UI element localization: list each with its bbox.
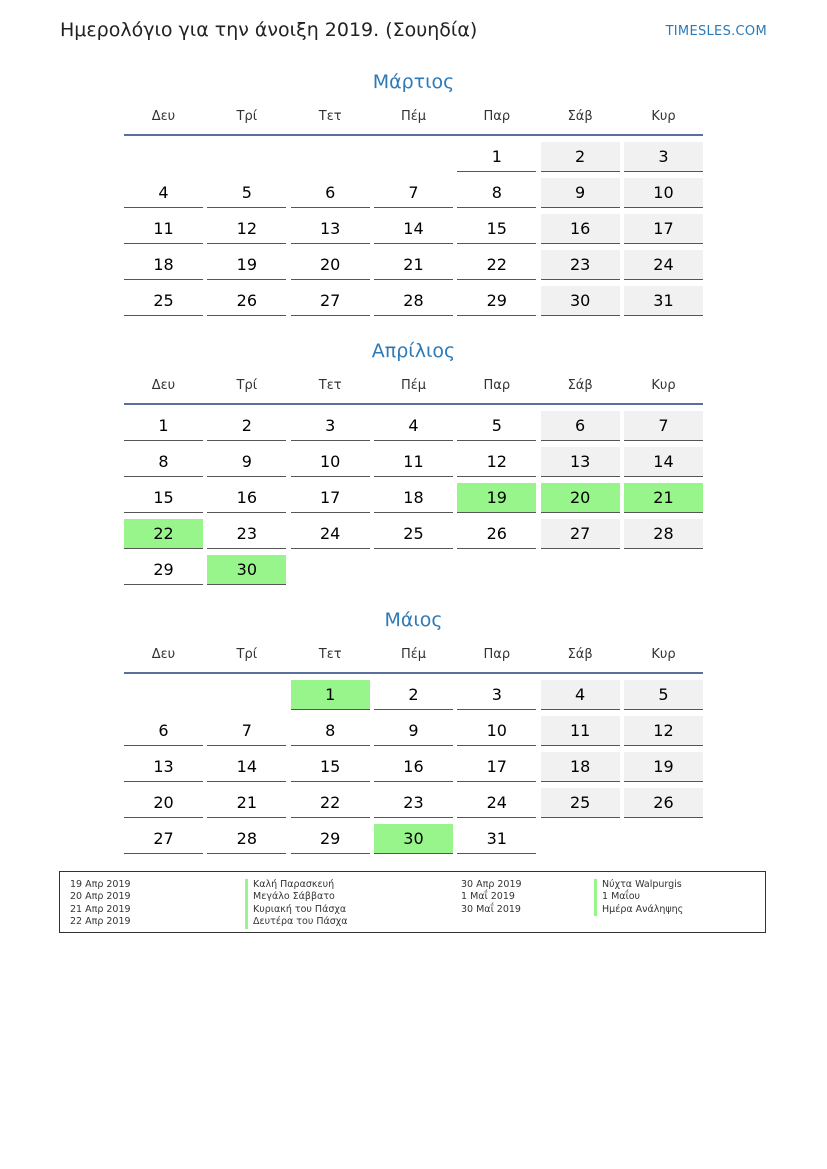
brand-link[interactable]: TIMESLES.COM <box>665 24 767 39</box>
divider <box>124 403 703 405</box>
day-cell: 17 <box>291 483 370 513</box>
day-cell: 17 <box>624 214 703 244</box>
legend-holiday-name: Μεγάλο Σάββατο <box>245 891 348 903</box>
day-cell: 19 <box>207 250 286 280</box>
empty-day-cell <box>291 555 370 585</box>
day-cell: 5 <box>624 680 703 710</box>
day-cell: 29 <box>124 555 203 585</box>
week-row <box>124 142 703 172</box>
weekday-label: Παρ <box>483 109 511 124</box>
day-cell: 31 <box>457 824 536 854</box>
weekday-label: Τετ <box>318 647 342 662</box>
month-april <box>124 337 703 585</box>
day-cell: 1 <box>457 142 536 172</box>
legend-date: 21 Απρ 2019 <box>70 903 131 915</box>
legend-date: 19 Απρ 2019 <box>70 879 131 890</box>
empty-day-cell <box>374 555 453 585</box>
weekday-label: Πέμ <box>400 109 427 124</box>
week-row <box>124 788 703 818</box>
day-cell: 4 <box>124 178 203 208</box>
day-cell: 13 <box>124 752 203 782</box>
divider <box>124 672 703 674</box>
day-cell: 11 <box>124 214 203 244</box>
day-cell: 2 <box>541 142 620 172</box>
day-cell: 7 <box>624 411 703 441</box>
legend-date: 30 Απρ 2019 <box>461 879 522 890</box>
weekday-label: Δευ <box>151 647 176 662</box>
divider <box>124 134 703 136</box>
week-row <box>124 214 703 244</box>
day-cell: 3 <box>291 411 370 441</box>
weekday-label: Πέμ <box>400 378 427 393</box>
day-cell: 6 <box>541 411 620 441</box>
day-cell: 15 <box>457 214 536 244</box>
legend-names-right <box>594 879 683 916</box>
weekday-label: Δευ <box>151 109 176 124</box>
legend-holiday-name: Καλή Παρασκευή <box>245 879 348 891</box>
day-cell: 6 <box>124 716 203 746</box>
empty-day-cell <box>624 824 703 854</box>
weekday-label: Σάβ <box>567 378 593 393</box>
day-cell: 11 <box>541 716 620 746</box>
week-row <box>124 286 703 316</box>
day-cell: 22 <box>291 788 370 818</box>
day-cell: 16 <box>374 752 453 782</box>
day-cell: 10 <box>457 716 536 746</box>
day-cell: 21 <box>374 250 453 280</box>
day-cell: 1 <box>291 680 370 710</box>
day-cell: 3 <box>624 142 703 172</box>
day-cell: 10 <box>291 447 370 477</box>
day-cell: 22 <box>124 519 203 549</box>
legend-holiday-name: Νύχτα Walpurgis <box>594 879 683 891</box>
empty-day-cell <box>457 555 536 585</box>
day-cell: 15 <box>124 483 203 513</box>
day-cell: 22 <box>457 250 536 280</box>
day-cell: 27 <box>541 519 620 549</box>
day-cell: 5 <box>207 178 286 208</box>
legend-holiday-name: Κυριακή του Πάσχα <box>245 904 348 916</box>
day-cell: 25 <box>541 788 620 818</box>
weekday-label: Κυρ <box>651 109 676 124</box>
week-row <box>124 250 703 280</box>
weekday-label: Πέμ <box>400 647 427 662</box>
month-grid <box>124 680 703 854</box>
day-cell: 30 <box>374 824 453 854</box>
day-cell: 14 <box>374 214 453 244</box>
day-cell: 23 <box>374 788 453 818</box>
weekday-header <box>124 642 703 672</box>
day-cell: 10 <box>624 178 703 208</box>
day-cell: 30 <box>207 555 286 585</box>
month-grid <box>124 411 703 585</box>
day-cell: 4 <box>541 680 620 710</box>
day-cell: 25 <box>124 286 203 316</box>
empty-day-cell <box>124 680 203 710</box>
day-cell: 23 <box>207 519 286 549</box>
holiday-legend <box>59 871 766 933</box>
day-cell: 29 <box>457 286 536 316</box>
empty-day-cell <box>207 142 286 172</box>
day-cell: 14 <box>624 447 703 477</box>
week-row <box>124 716 703 746</box>
weekday-label: Τρί <box>236 109 258 124</box>
weekday-label: Σάβ <box>567 109 593 124</box>
day-cell: 28 <box>207 824 286 854</box>
legend-names-left <box>245 879 348 929</box>
day-cell: 19 <box>457 483 536 513</box>
page-title: Ημερολόγιο για την άνοιξη 2019. (Σουηδία) <box>60 19 478 41</box>
weekday-header <box>124 104 703 134</box>
day-cell: 21 <box>624 483 703 513</box>
empty-day-cell <box>624 555 703 585</box>
day-cell: 30 <box>541 286 620 316</box>
month-title: Μάρτιος <box>372 71 455 93</box>
day-cell: 18 <box>374 483 453 513</box>
weekday-label: Κυρ <box>651 378 676 393</box>
weekday-label: Δευ <box>151 378 176 393</box>
day-cell: 16 <box>207 483 286 513</box>
day-cell: 4 <box>374 411 453 441</box>
day-cell: 17 <box>457 752 536 782</box>
day-cell: 24 <box>291 519 370 549</box>
day-cell: 27 <box>124 824 203 854</box>
week-row <box>124 555 703 585</box>
weekday-label: Σάβ <box>567 647 593 662</box>
legend-date: 22 Απρ 2019 <box>70 916 131 928</box>
day-cell: 2 <box>207 411 286 441</box>
weekday-header <box>124 373 703 403</box>
empty-day-cell <box>541 555 620 585</box>
day-cell: 8 <box>291 716 370 746</box>
day-cell: 19 <box>624 752 703 782</box>
weekday-label: Τετ <box>318 109 342 124</box>
empty-day-cell <box>124 142 203 172</box>
day-cell: 5 <box>457 411 536 441</box>
legend-dates-right <box>461 879 522 916</box>
week-row <box>124 519 703 549</box>
legend-holiday-name: 1 Μαΐου <box>594 891 683 903</box>
day-cell: 18 <box>541 752 620 782</box>
month-title: Μάιος <box>384 609 443 631</box>
day-cell: 24 <box>624 250 703 280</box>
legend-date: 20 Απρ 2019 <box>70 891 131 903</box>
weekday-label: Παρ <box>483 647 511 662</box>
legend-holiday-name: Ημέρα Ανάληψης <box>594 904 683 916</box>
day-cell: 27 <box>291 286 370 316</box>
day-cell: 9 <box>207 447 286 477</box>
month-march <box>124 68 703 316</box>
day-cell: 9 <box>541 178 620 208</box>
day-cell: 7 <box>207 716 286 746</box>
month-title: Απρίλιος <box>371 340 456 362</box>
day-cell: 23 <box>541 250 620 280</box>
week-row <box>124 483 703 513</box>
week-row <box>124 178 703 208</box>
legend-date: 1 Μαΐ 2019 <box>461 891 515 903</box>
day-cell: 26 <box>457 519 536 549</box>
empty-day-cell <box>541 824 620 854</box>
month-may <box>124 606 703 854</box>
day-cell: 7 <box>374 178 453 208</box>
week-row <box>124 447 703 477</box>
day-cell: 8 <box>124 447 203 477</box>
day-cell: 28 <box>624 519 703 549</box>
day-cell: 31 <box>624 286 703 316</box>
week-row <box>124 752 703 782</box>
day-cell: 14 <box>207 752 286 782</box>
weekday-label: Τρί <box>236 378 258 393</box>
day-cell: 28 <box>374 286 453 316</box>
weekday-label: Τετ <box>318 378 342 393</box>
week-row <box>124 824 703 854</box>
day-cell: 1 <box>124 411 203 441</box>
legend-date: 30 Μαΐ 2019 <box>461 903 521 915</box>
day-cell: 12 <box>457 447 536 477</box>
weekday-label: Κυρ <box>651 647 676 662</box>
day-cell: 15 <box>291 752 370 782</box>
day-cell: 16 <box>541 214 620 244</box>
day-cell: 26 <box>207 286 286 316</box>
month-grid <box>124 142 703 316</box>
legend-dates-left <box>70 879 131 929</box>
day-cell: 20 <box>291 250 370 280</box>
weekday-label: Τρί <box>236 647 258 662</box>
day-cell: 18 <box>124 250 203 280</box>
day-cell: 21 <box>207 788 286 818</box>
day-cell: 8 <box>457 178 536 208</box>
day-cell: 29 <box>291 824 370 854</box>
day-cell: 6 <box>291 178 370 208</box>
weekday-label: Παρ <box>483 378 511 393</box>
day-cell: 3 <box>457 680 536 710</box>
empty-day-cell <box>207 680 286 710</box>
day-cell: 12 <box>207 214 286 244</box>
day-cell: 11 <box>374 447 453 477</box>
day-cell: 13 <box>541 447 620 477</box>
empty-day-cell <box>291 142 370 172</box>
day-cell: 24 <box>457 788 536 818</box>
day-cell: 25 <box>374 519 453 549</box>
day-cell: 20 <box>541 483 620 513</box>
day-cell: 9 <box>374 716 453 746</box>
empty-day-cell <box>374 142 453 172</box>
day-cell: 26 <box>624 788 703 818</box>
day-cell: 20 <box>124 788 203 818</box>
legend-holiday-name: Δευτέρα του Πάσχα <box>245 916 348 928</box>
week-row <box>124 411 703 441</box>
day-cell: 13 <box>291 214 370 244</box>
day-cell: 2 <box>374 680 453 710</box>
day-cell: 12 <box>624 716 703 746</box>
week-row <box>124 680 703 710</box>
